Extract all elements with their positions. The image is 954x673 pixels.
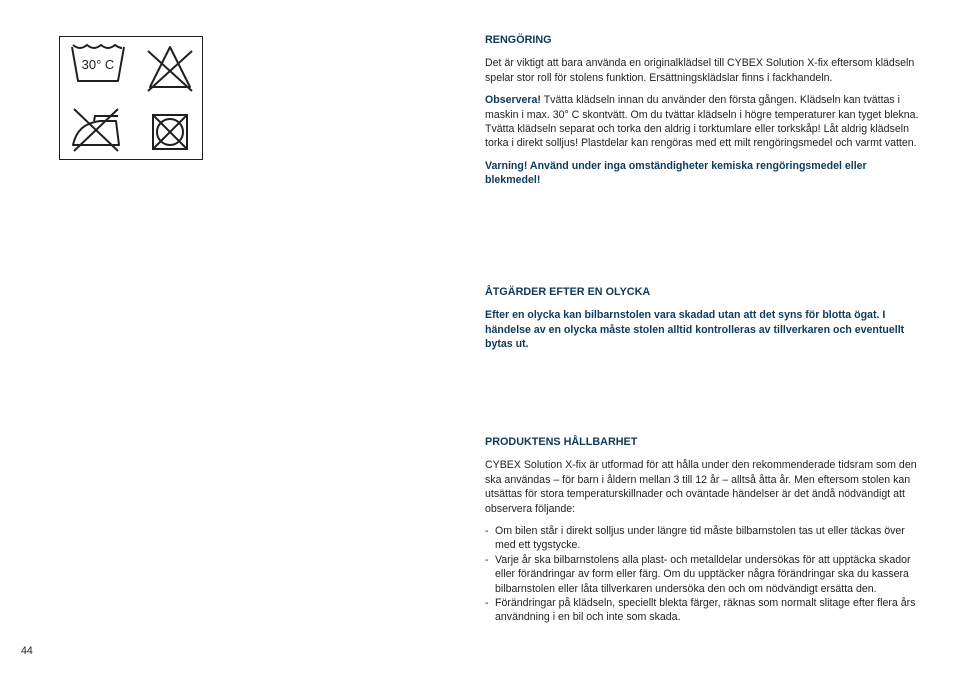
do-not-bleach-icon [148, 47, 192, 91]
care-symbols [60, 37, 204, 161]
durability-intro: CYBEX Solution X-fix är utformad för att hålla under den rekommenderade tidsram som den ska användas – för barn i åldern mellan 3 till 12 år – alltså åtta år. Men eftersom stolen kan utsättas för stora temperaturskillnader och oväntade händelser är det ändå nödvändigt att observera följande: [485, 459, 917, 515]
care-symbols-box [59, 36, 203, 160]
wash-30-icon [72, 45, 124, 81]
page-number: 44 [21, 645, 33, 657]
cleaning-section [485, 33, 921, 188]
wash-temperature-label: 30° C [81, 57, 115, 72]
cleaning-note [485, 93, 921, 151]
accident-section [485, 285, 921, 352]
cleaning-paragraph: Det är viktigt att bara använda en originalklädsel till CYBEX Solution X-fix eftersom klädseln spelar stor roll för stolens funktion. Ersättningsklädslar finns i fackhandeln. [485, 57, 915, 84]
list-item: - Förändringar på klädseln, speciellt blekta färger, räknas som normalt slitage efter flera års användning i en bil och inte som skada. [485, 596, 921, 625]
note-text: Tvätta klädseln innan du använder den första gången. Klädseln kan tvättas i maskin i max. 30° C skontvätt. Om du tvättar klädseln i högre temperaturer kan tyget blekna. Tvätta klädseln separat och torka den aldrig i torktumlare eller torkskåp! Låt aldrig klädseln torka i direkt solljus! Plastdelar kan rengöras med ett milt rengöringsmedel och varmt vatten. [485, 94, 919, 150]
durability-list [485, 524, 921, 625]
durability-heading: PRODUKTENS HÅLLBARHET [485, 436, 638, 448]
cleaning-warning: Varning! Använd under inga omständigheter kemiska rengöringsmedel eller blekmedel! [485, 159, 867, 187]
accident-text: Efter en olycka kan bilbarnstolen vara skadad utan att det syns för blotta ögat. I händelse av en olycka måste stolen alltid kontrolleras av tillverkaren och eventuellt bytas ut. [485, 309, 905, 351]
do-not-iron-icon [73, 109, 119, 151]
list-item: - Om bilen står i direkt solljus under längre tid måste bilbarnstolen tas ut eller täckas över med ett tygstycke. [485, 524, 921, 553]
note-label: Observera! [485, 94, 541, 107]
durability-section [485, 435, 921, 625]
list-item: - Varje år ska bilbarnstolens alla plast- och metalldelar undersökas för att upptäcka skador eller förändringar av form eller färg. Om du upptäcker några förändringar ska du kassera bilbarnstolen eller låta tillverkaren undersöka den och om nödvändigt ersätta den. [485, 553, 921, 596]
cleaning-heading: RENGÖRING [485, 34, 552, 46]
accident-heading: ÅTGÄRDER EFTER EN OLYCKA [485, 286, 651, 298]
do-not-tumble-dry-icon [153, 115, 187, 149]
